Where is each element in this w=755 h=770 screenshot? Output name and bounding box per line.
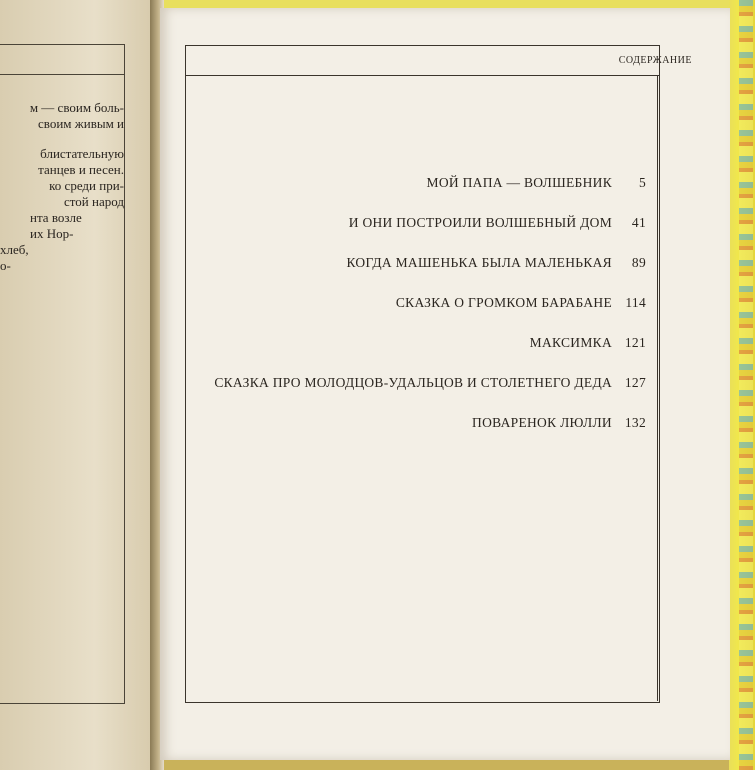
- toc-entry-title: МАКСИМКА: [529, 335, 612, 350]
- left-text-line: ко среди при-: [49, 178, 124, 193]
- toc-entry-title: ПОВАРЕНОК ЛЮЛЛИ: [472, 415, 612, 430]
- toc-entry-page: 127: [624, 375, 646, 390]
- toc-entry-title: СКАЗКА ПРО МОЛОДЦОВ-УДАЛЬЦОВ И СТОЛЕТНЕГО ДЕДА: [214, 375, 612, 390]
- toc-entry-title: И ОНИ ПОСТРОИЛИ ВОЛШЕБНЫЙ ДОМ: [348, 215, 612, 230]
- cover-side-edge: [729, 0, 755, 770]
- toc-entry[interactable]: [190, 255, 646, 295]
- toc-entry-page: 121: [624, 335, 646, 350]
- left-page-header-rule: [0, 74, 124, 75]
- toc-entry-title: КОГДА МАШЕНЬКА БЫЛА МАЛЕНЬКАЯ: [346, 255, 612, 270]
- toc-entry-page: 132: [624, 415, 646, 430]
- toc-entry-page: 89: [631, 255, 646, 270]
- left-text-line: своим живым и: [38, 116, 124, 131]
- toc-entry-page: 5: [638, 175, 646, 190]
- left-text-line: их Нор-: [30, 226, 74, 241]
- toc-entry[interactable]: [190, 175, 646, 215]
- left-text-line: блистательную: [40, 146, 124, 161]
- toc-entry[interactable]: [190, 335, 646, 375]
- left-page-text: [0, 100, 124, 274]
- toc-entry-title: МОЙ ПАПА — ВОЛШЕБНИК: [426, 175, 612, 190]
- running-header: СОДЕРЖАНИЕ: [618, 55, 692, 66]
- header-rule: [185, 75, 659, 76]
- toc-entry-title: СКАЗКА О ГРОМКОМ БАРАБАНЕ: [395, 295, 612, 310]
- toc-entry[interactable]: [190, 295, 646, 335]
- margin-rule: [657, 75, 658, 701]
- table-of-contents: [190, 175, 646, 455]
- left-text-line: нта возле: [30, 210, 82, 225]
- toc-entry[interactable]: [190, 415, 646, 455]
- left-text-line: танцев и песен.: [38, 162, 124, 177]
- toc-entry-page: 41: [631, 215, 646, 230]
- left-page: [0, 0, 158, 770]
- toc-entry[interactable]: [190, 375, 646, 415]
- toc-entry[interactable]: [190, 215, 646, 255]
- left-text-line: м — своим боль-: [29, 100, 124, 115]
- left-text-line: о-: [0, 258, 11, 273]
- left-text-line: хлеб,: [0, 242, 29, 257]
- left-text-line: стой народ: [64, 194, 124, 209]
- toc-entry-page: 114: [625, 295, 646, 310]
